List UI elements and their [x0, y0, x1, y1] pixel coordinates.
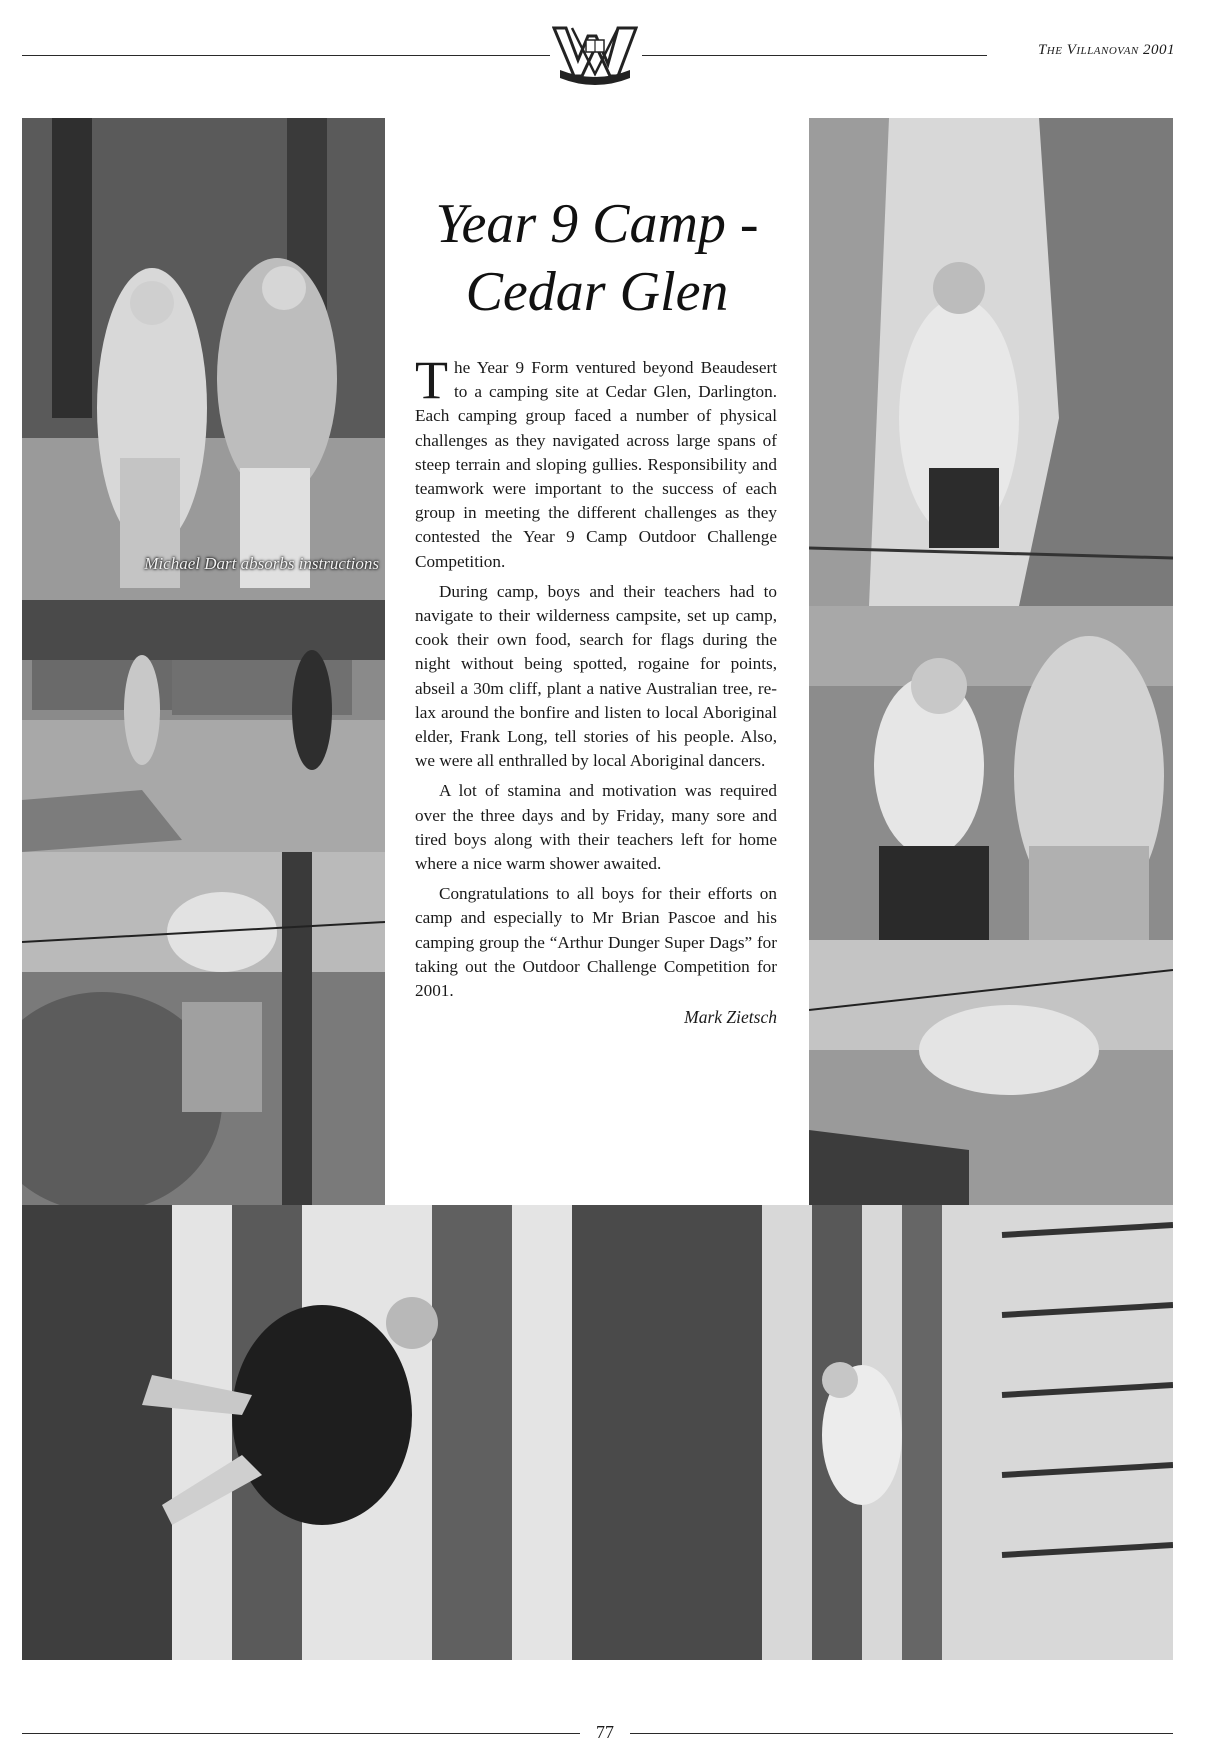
article-paragraph-4: Congratulations to all boys for their efforts on camp and especially to Mr Brian Pascoe and his camping group the “Arthur Dunger Super Dags” for taking out the Outdoor Challenge Competition for 2001.	[415, 884, 777, 1001]
header-rule-right	[642, 55, 987, 56]
drop-cap: T	[415, 350, 448, 410]
paragraph-1-text: he Year 9 Form ventured beyond Beaudesert to a camping site at Cedar Glen, Darlington. Each camping group faced a number of physical challenges as they navigated across large spans of steep terrain and sloping gullies. Responsibility and teamwork were important to the success of each group in meeting the different challenges as they contested the Year 9 Camp Outdoor Challenge Competition.	[415, 358, 777, 571]
photo-group-briefing	[22, 600, 385, 852]
photo-climber-from-below	[809, 118, 1173, 606]
article-paragraph-2: During camp, boys and their teachers had to navigate to their wilderness campsite, set up camp, cook their own food, search for flags during the night without being spotted, rogaine for points, abseil a 30m cliff, plant a native Australian tree, relax around the bonfire and listen to local Aboriginal elder, Frank Long, tell stories of his people. Also, we were all enthralled by local Aboriginal dancers.	[415, 581, 777, 771]
photo-climbing-wall-left	[22, 1205, 572, 1660]
article-author: Mark Zietsch	[684, 1007, 777, 1028]
footer-rule-right	[630, 1733, 1173, 1734]
article-panel	[385, 118, 809, 1205]
college-crest-icon	[552, 24, 638, 86]
photo-boy-and-instructor	[22, 118, 385, 600]
photo-climber-on-cargo-net	[809, 940, 1173, 1205]
photo-boy-with-rope	[809, 606, 1173, 940]
article-title	[385, 190, 809, 326]
footer-rule-left	[22, 1733, 580, 1734]
page-number: 77	[596, 1722, 614, 1742]
article-paragraph-3: A lot of stamina and motivation was required over the three days and by Friday, many sore and tired boys along with their teachers left for home where a nice warm shower awaited.	[415, 781, 777, 874]
photo-climbing-wall-right	[572, 1205, 1173, 1660]
article-title-line-1: Year 9 Camp -	[435, 193, 759, 255]
article-paragraph-1	[415, 350, 777, 574]
photo-high-ropes-balance	[22, 852, 385, 1205]
running-head: The Villanovan 2001	[1037, 42, 1175, 58]
photo-caption: Michael Dart absorbs instructions	[144, 554, 379, 573]
article-title-line-2: Cedar Glen	[465, 261, 729, 323]
article-body	[415, 350, 777, 1029]
header-rule-left	[22, 55, 550, 56]
